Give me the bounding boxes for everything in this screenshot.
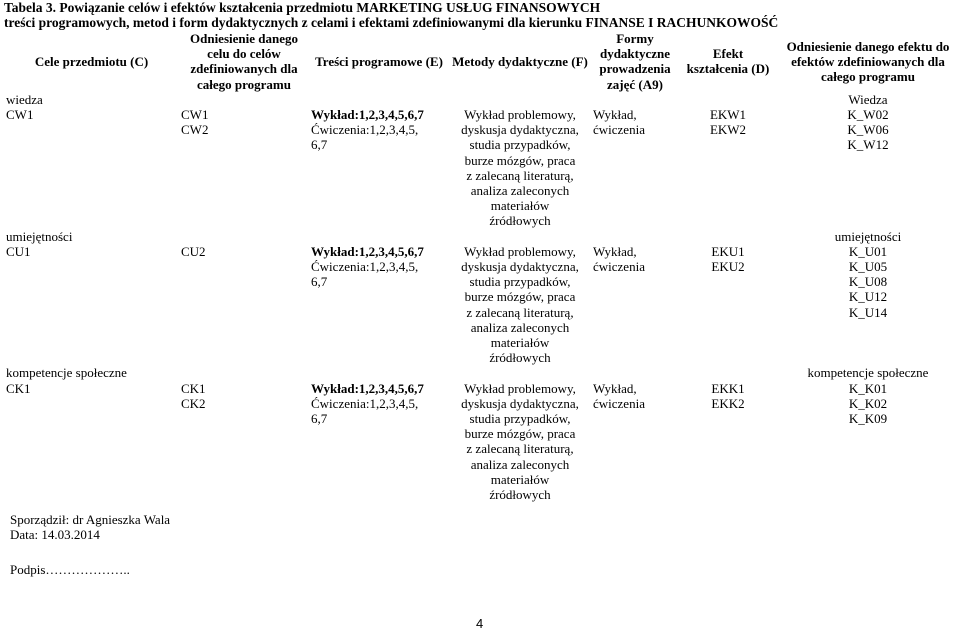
section-label-row <box>4 92 959 107</box>
goal-cell: CU1 <box>6 243 31 259</box>
header-content: Treści programowe (E) <box>315 53 443 69</box>
page-number: 4 <box>476 616 484 631</box>
forms-cell: Wykład, ćwiczenia <box>593 380 645 411</box>
goals-effects-table <box>4 31 959 502</box>
content-lecture: Wykład:1,2,3,4,5,6,7 <box>311 243 424 259</box>
methods-cell: Wykład problemowy, dyskusja dydaktyczna, studia przypadków, burze mózgów, praca z zalecaną literaturą, analiza zaleconych materiałów źródłowych <box>461 243 579 366</box>
section-label-row <box>4 365 959 380</box>
section-label-row <box>4 229 959 244</box>
section-label-right: Wiedza <box>848 91 888 107</box>
header-goal-reference: Odniesienie danego celu do celów zdefiniowanych dla całego programu <box>190 31 298 92</box>
methods-cell: Wykład problemowy, dyskusja dydaktyczna, studia przypadków, burze mózgów, praca z zalecaną literaturą, analiza zaleconych materiałów źródłowych <box>461 380 579 503</box>
table-row <box>4 381 959 503</box>
content-exercises: Ćwiczenia:1,2,3,4,5, 6,7 <box>311 259 419 290</box>
goal-reference-cell: CW1 CW2 <box>181 107 209 138</box>
signature-line: Podpis……………….. <box>10 562 130 577</box>
goal-reference-cell: CK1 CK2 <box>181 380 206 411</box>
date-text: Data: 14.03.2014 <box>10 527 100 542</box>
effects-cell: EKW1 EKW2 <box>709 107 747 138</box>
goal-reference-cell: CU2 <box>181 243 206 259</box>
goal-cell: CK1 <box>6 380 31 396</box>
section-label-left: wiedza <box>6 91 43 107</box>
header-goals: Cele przedmiotu (C) <box>34 53 149 69</box>
header-methods: Metody dydaktyczne (F) <box>452 53 588 69</box>
section-label-left: umiejętności <box>6 228 73 244</box>
goal-cell: CW1 <box>6 107 34 123</box>
forms-cell: Wykład, ćwiczenia <box>593 107 645 138</box>
header-row <box>4 31 959 92</box>
content-cell <box>309 381 449 503</box>
effect-reference-cell: K_W02 K_W06 K_W12 <box>847 107 889 153</box>
header-effects: Efekt kształcenia (D) <box>686 46 770 77</box>
section-label-left: kompetencje społeczne <box>6 365 127 381</box>
content-lecture: Wykład:1,2,3,4,5,6,7 <box>311 107 424 123</box>
effect-reference-cell: K_K01 K_K02 K_K09 <box>848 380 888 427</box>
content-lecture: Wykład:1,2,3,4,5,6,7 <box>311 380 424 396</box>
forms-cell: Wykład, ćwiczenia <box>593 243 645 275</box>
content-cell <box>309 244 449 366</box>
title-line-1: Tabela 3. Powiązanie celów i efektów kształcenia przedmiotu MARKETING USŁUG FINANSOWYCH <box>4 0 601 15</box>
title-line-2: treści programowych, metod i form dydaktycznych z celami i efektami zdefiniowanymi dla kierunku FINANSE I RACHUNKOWOŚĆ <box>4 15 779 30</box>
content-exercises: Ćwiczenia:1,2,3,4,5, 6,7 <box>311 395 419 427</box>
section-label-right: kompetencje społeczne <box>807 365 929 381</box>
effects-cell: EKU1 EKU2 <box>711 243 745 275</box>
table-row <box>4 244 959 366</box>
methods-cell: Wykład problemowy, dyskusja dydaktyczna, studia przypadków, burze mózgów, praca z zalecaną literaturą, analiza zaleconych materiałów źródłowych <box>461 107 579 229</box>
header-forms: Formy dydaktyczne prowadzenia zajęć (A9) <box>599 31 671 92</box>
effects-cell: EKK1 EKK2 <box>711 380 745 411</box>
header-effect-reference: Odniesienie danego efektu do efektów zdefiniowanych dla całego programu <box>786 38 950 84</box>
prepared-by: Sporządził: dr Agnieszka Wala <box>10 512 171 527</box>
section-label-right: umiejętności <box>834 228 902 244</box>
content-cell <box>309 107 449 229</box>
effect-reference-cell: K_U01 K_U05 K_U08 K_U12 K_U14 <box>848 243 888 320</box>
content-exercises: Ćwiczenia:1,2,3,4,5, 6,7 <box>311 122 419 153</box>
table-row <box>4 107 959 229</box>
table-title <box>4 0 959 30</box>
